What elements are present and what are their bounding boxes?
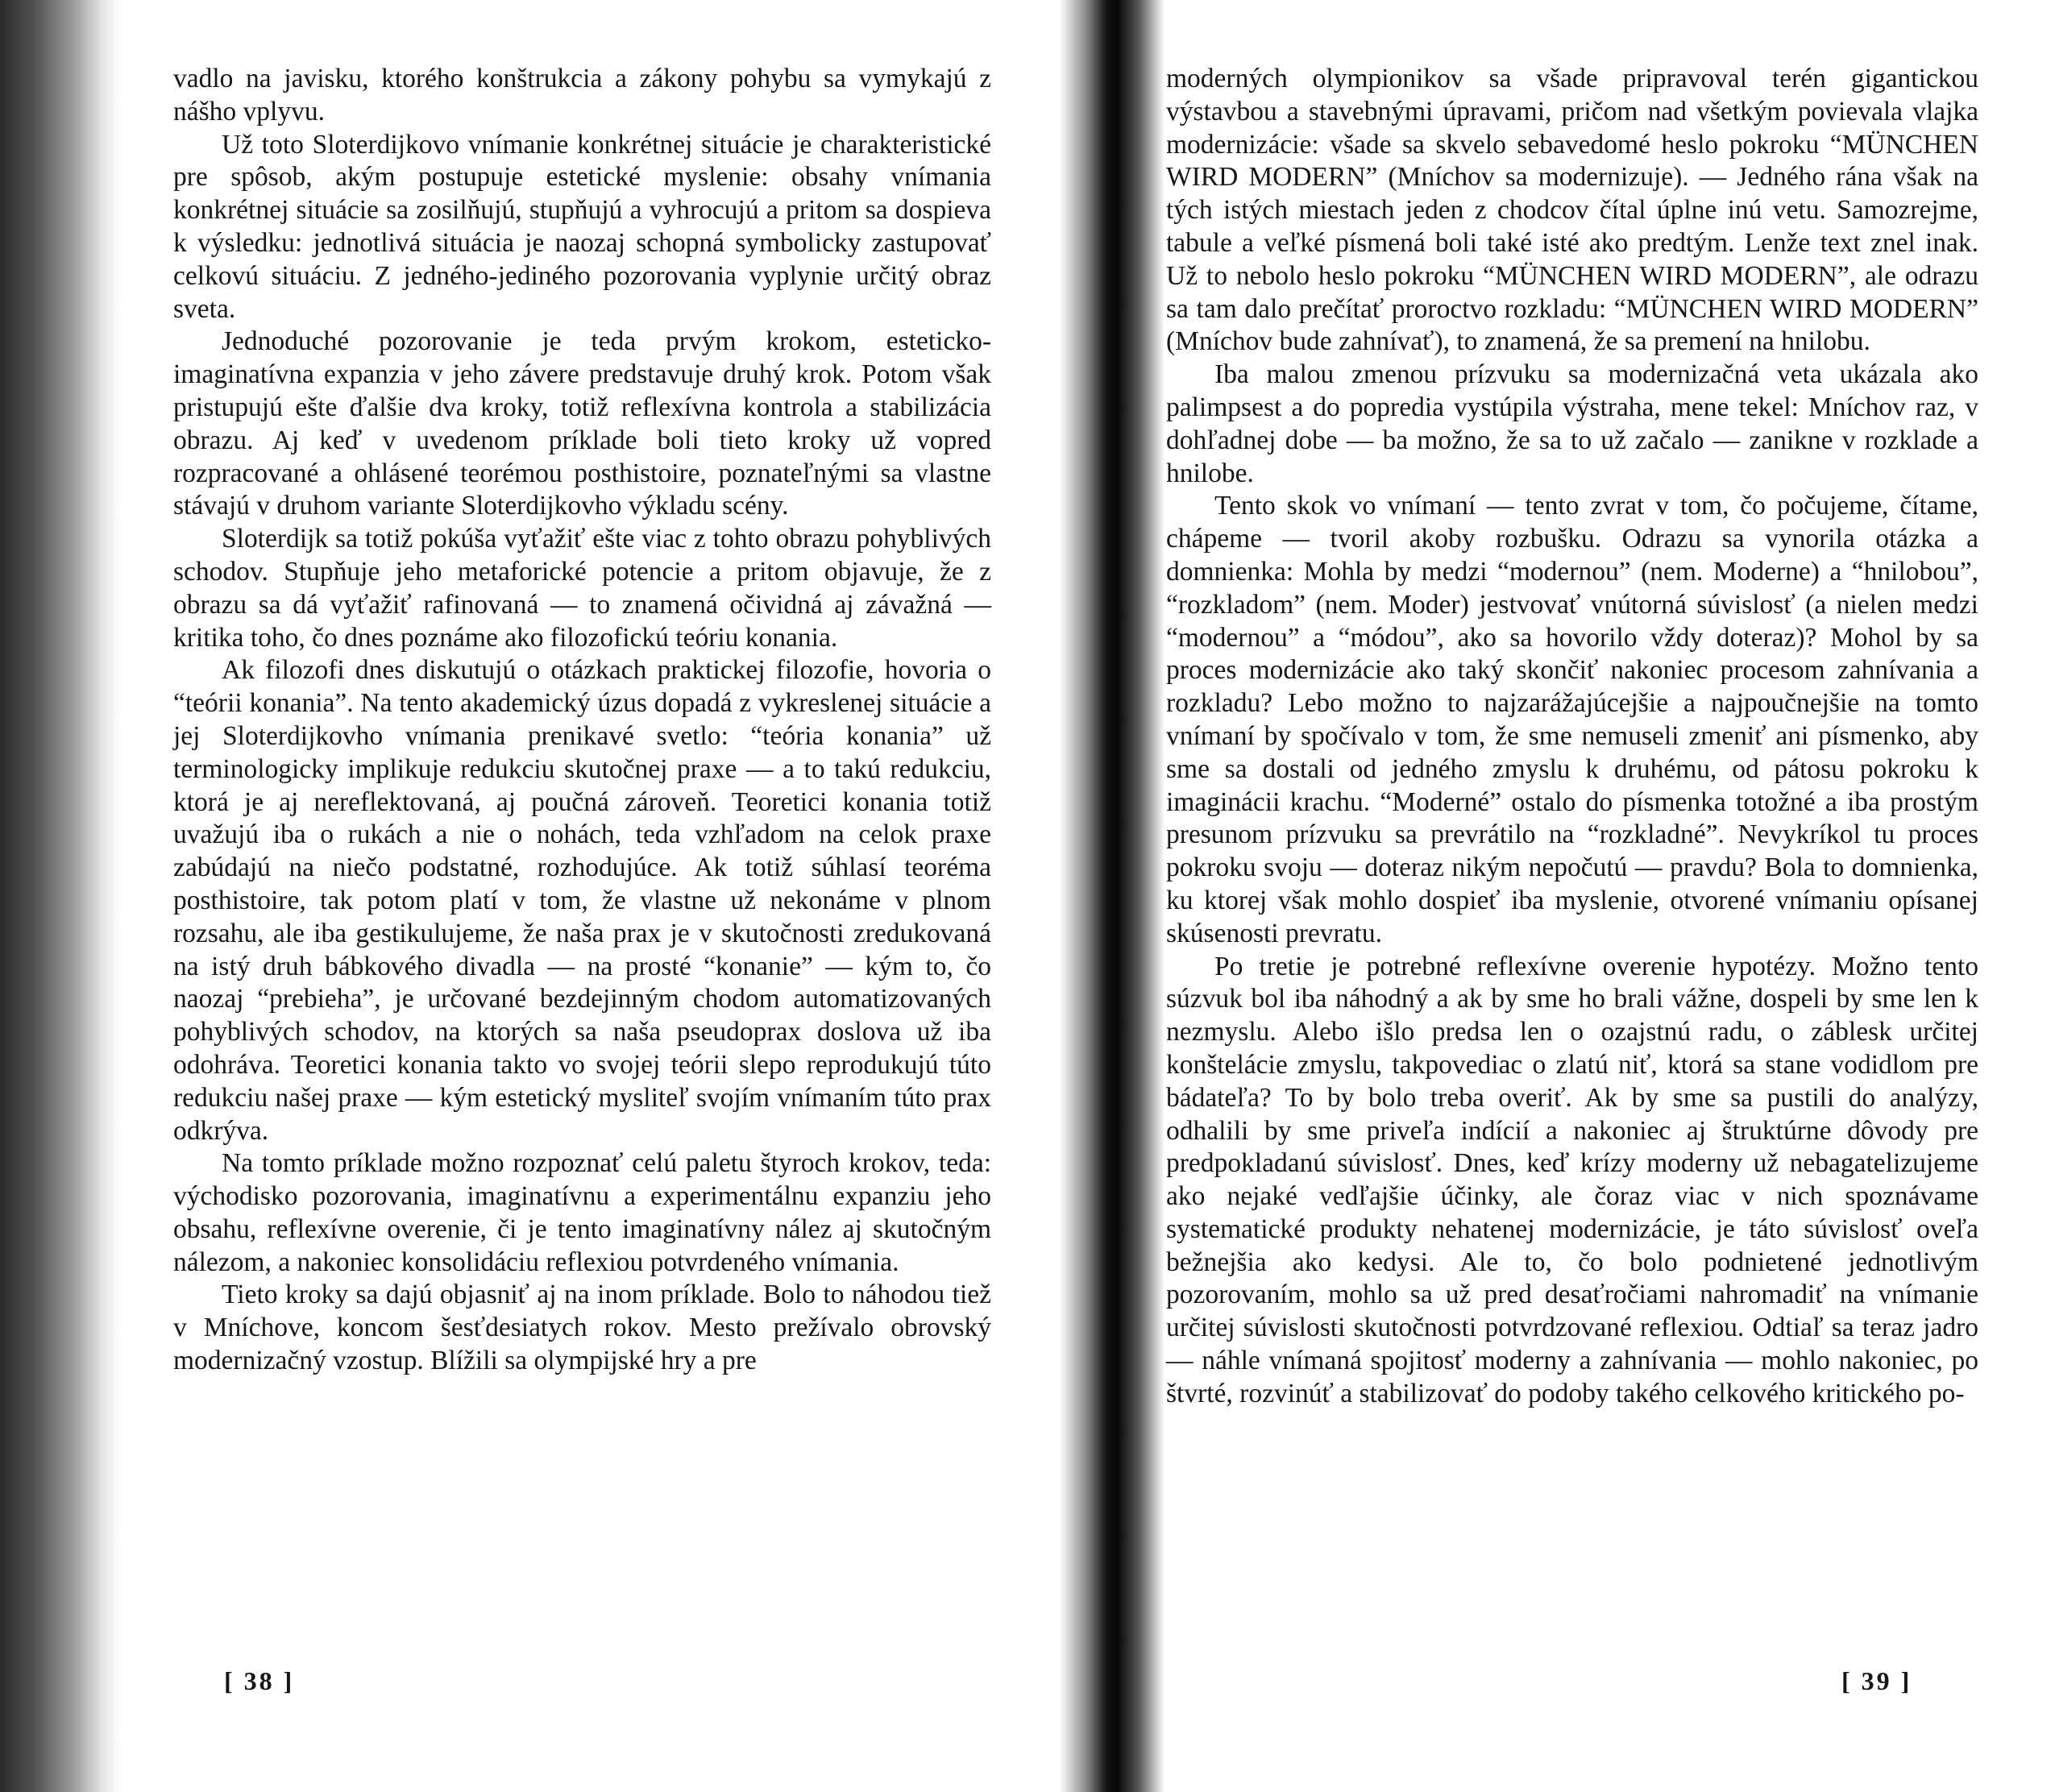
- paragraph: Ak filozofi dnes diskutujú o otázkach praktickej filozofie, hovoria o “teórii konania”. Na tento akademický úzus dopadá z vykreslenej situácie a jej Sloterdijkovho vnímania prenikavé svetlo: “teória konania” už terminologicky implikuje redukciu skutočnej praxe — a to takú redukciu, ktorá je aj nereflektovaná, aj poučná zároveň. Teoretici konania totiž uvažujú iba o rukách a nie o nohách, teda vzhľadom na celok praxe zabúdajú na niečo podstatné, rozhodujúce. Ak totiž súhlasí teoréma posthistoire, tak potom platí v tom, že vlastne už nekonáme v plnom rozsahu, ale iba gestikulujeme, že naša prax je v skutočnosti zredukovaná na istý druh bábkového divadla — na prosté “konanie” — kým to, čo naozaj “prebieha”, je určované bezdejinným chodom automatizovaných pohyblivých schodov, na ktorých sa naša pseudoprax doslova už iba odohráva. Teoretici konania takto vo svojej teórii slepo reprodukujú túto redukciu našej praxe — kým estetický mysliteľ svojím vnímaním túto prax odkrýva.: [173, 655, 991, 1146]
- page-left: [121, 0, 1060, 1792]
- page-number-right: [ 39 ]: [1841, 1666, 1912, 1695]
- page-left-text: [173, 63, 991, 1378]
- paragraph: moderných olympionikov sa všade pripravoval terén gigantickou výstavbou a stavebnými úpravami, pričom nad všetkým povievala vlajka modernizácie: všade sa skvelo sebavedomé heslo pokroku “MÜNCHEN WIRD MODERN” (Mníchov sa modernizuje). — Jedného rána však na tých istých miestach jeden z chodcov čítal úplne inú vetu. Samozrejme, tabule a veľké písmená boli také isté ako predtým. Lenže text znel inak. Už to nebolo heslo pokroku “MÜNCHEN WIRD MODERN”, ale odrazu sa tam dalo prečítať proroctvo rozkladu: “MÜNCHEN WIRD MODERN” (Mníchov bude zahnívať), to znamená, že sa premení na hnilobu.: [1166, 64, 1978, 357]
- paragraph: Jednoduché pozorovanie je teda prvým krokom, esteticko-imaginatívna expanzia v jeho závere predstavuje druhý krok. Potom však pristupujú ešte ďalšie dva kroky, totiž reflexívna kontrola a stabilizácia obrazu. Aj keď v uvedenom príklade boli tieto kroky už vopred rozpracované a ohlásené teorémou posthistoire, poznateľnými sa vlastne stávajú v druhom variante Sloterdijkovho výkladu scény.: [173, 326, 991, 521]
- paragraph: Sloterdijk sa totiž pokúša vyťažiť ešte viac z tohto obrazu pohyblivých schodov. Stupňuje jeho metaforické potencie a pritom objavuje, že z obrazu sa dá vyťažiť rafinovaná — to znamená očividná aj závažná — kritika toho, čo dnes poznáme ako filozofickú teóriu konania.: [173, 524, 991, 653]
- paragraph: Tento skok vo vnímaní — tento zvrat v tom, čo počujeme, čítame, chápeme — tvoril akoby rozbušku. Odrazu sa vynorila otázka a domnienka: Mohla by medzi “modernou” (nem. Moderne) a “hnilobou”, “rozkladom” (nem. Moder) jestvovať vnútorná súvislosť (a nielen medzi “modernou” a “módou”, ako sa hovorilo vždy doteraz)? Mohol by sa proces modernizácie ako taký skončiť nakoniec procesom zahnívania a rozkladu? Lebo možno to najzarážajúcejšie a najpoučnejšie na tomto vnímaní by spočívalo v tom, že sme nemuseli zmeniť ani písmenko, aby sme sa dostali od jedného zmyslu k druhému, od pátosu pokroku k imaginácii krachu. “Moderné” ostalo do písmenka totožné a iba prostým presunom prízvuku sa prevrátilo na “rozkladné”. Nevykríkol tu proces pokroku svoju — doteraz nikým nepočutú — pravdu? Bola to domnienka, ku ktorej však mohlo dospieť iba myslenie, otvorené vnímaniu opísanej skúsenosti prevratu.: [1166, 491, 1978, 948]
- page-right: [1164, 0, 2055, 1792]
- paragraph: Po tretie je potrebné reflexívne overenie hypotézy. Možno tento súzvuk bol iba náhodný a ak by sme ho brali vážne, dospeli by sme len k nezmyslu. Alebo išlo predsa len o ozajstnú radu, o záblesk určitej konštelácie zmyslu, takpovediac o zlatú niť, ktorá sa stane vodidlom pre bádateľa? To by bolo treba overiť. Ak by sme sa pustili do analýzy, odhalili by sme priveľa indícií a nakoniec aj štruktúrne dôvody pre predpokladanú súvislosť. Dnes, keď krízy moderny už nebagatelizujeme ako nejaké vedľajšie účinky, ale čoraz viac v nich spoznávame systematické produkty nehatenej modernizácie, je táto súvislosť oveľa bežnejšia ako kedysi. Ale to, čo bolo podnietené jednotlivým pozorovaním, mohlo sa už pred desaťročiami nahromadiť na vnímanie určitej súvislosti skutočnosti potvrdzované reflexiou. Odtiaľ sa teraz jadro — náhle vnímaná spojitosť moderny a zahnívania — mohlo nakoniec, po štvrté, rozvinúť a stabilizovať do podoby takého celkového kritického po-: [1166, 951, 1978, 1408]
- paragraph: Iba malou zmenou prízvuku sa modernizačná veta ukázala ako palimpsest a do popredia vystúpila výstraha, mene tekel: Mníchov raz, v dohľadnej dobe — ba možno, že sa to už začalo — zanikne v rozklade a hnilobe.: [1166, 359, 1978, 488]
- page-number-left: [ 38 ]: [224, 1666, 295, 1695]
- paragraph: Tieto kroky sa dajú objasniť aj na inom príklade. Bolo to náhodou tiež v Mníchove, koncom šesťdesiatych rokov. Mesto prežívalo obrovský modernizačný vzostup. Blížili sa olympijské hry a pre: [173, 1280, 991, 1376]
- paragraph: Už toto Sloterdijkovo vnímanie konkrétnej situácie je charakteristické pre spôsob, akým postupuje estetické myslenie: obsahy vnímania konkrétnej situácie sa zosilňujú, stupňujú a vyhrocujú a pritom sa dospieva k výsledku: jednotlivá situácia je naozaj schopná symbolicky zastupovať celkovú situáciu. Z jedného-jediného pozorovania vyplynie určitý obraz sveta.: [173, 129, 991, 324]
- book-gutter-shadow: [1060, 0, 1164, 1792]
- paragraph: vadlo na javisku, ktorého konštrukcia a zákony pohybu sa vymykajú z nášho vplyvu.: [173, 64, 991, 127]
- book-edge-shadow: [0, 0, 121, 1792]
- paragraph: Na tomto príklade možno rozpoznať celú paletu štyroch krokov, teda: východisko pozorovania, imaginatívnu a experimentálnu expanziu jeho obsahu, reflexívne overenie, či je tento imaginatívny nález aj skutočným nálezom, a nakoniec konsolidáciu reflexiou potvrdeného vnímania.: [173, 1148, 991, 1277]
- page-right-text: [1166, 63, 1978, 1411]
